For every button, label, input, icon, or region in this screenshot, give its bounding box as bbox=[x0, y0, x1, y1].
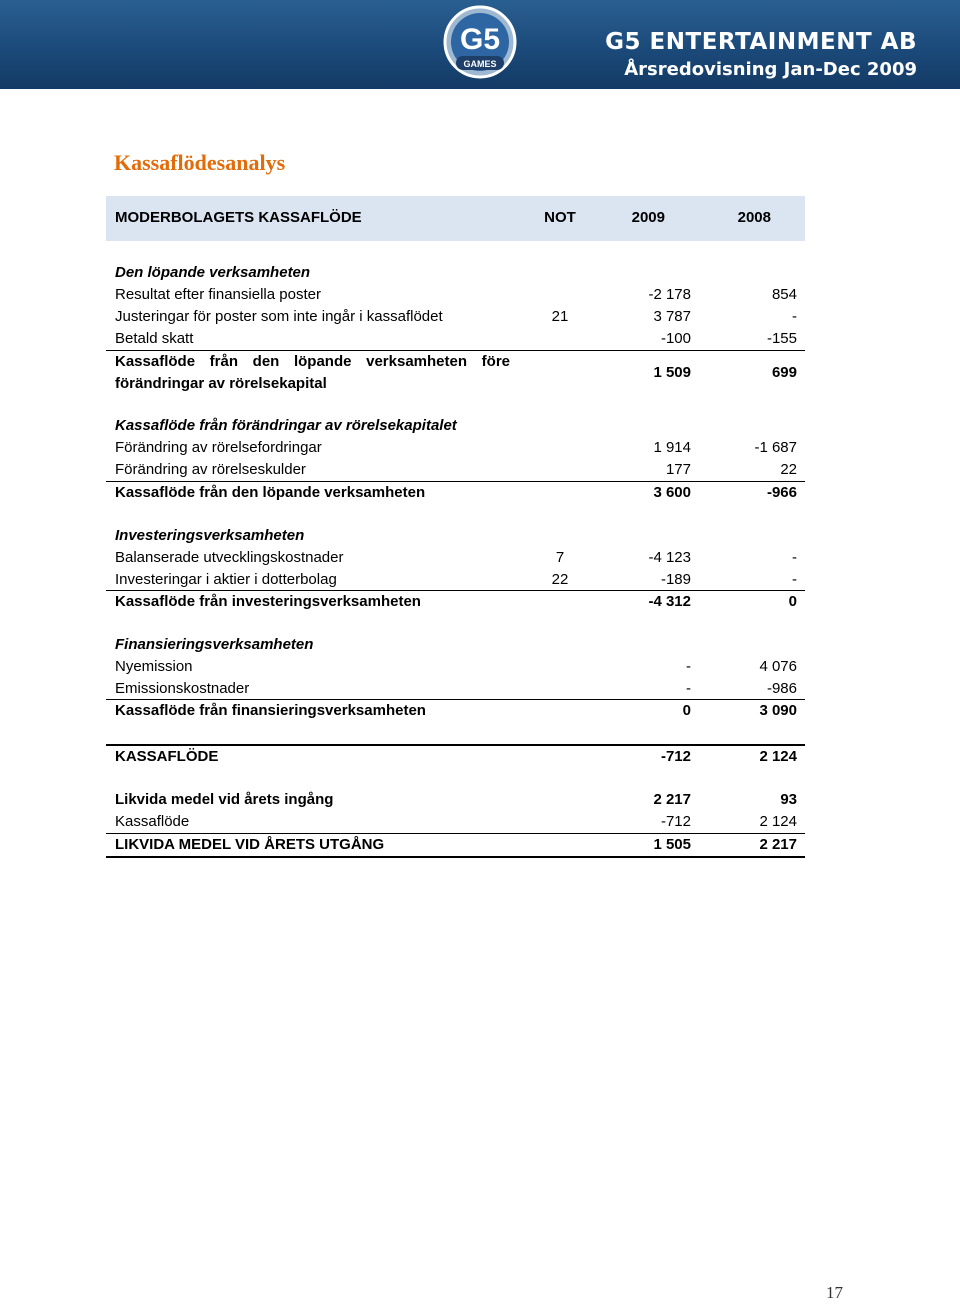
logo-subtext: GAMES bbox=[463, 59, 497, 69]
row-value-2008: -986 bbox=[766, 680, 797, 697]
logo-text: G5 bbox=[459, 23, 501, 56]
row-label: Emissionskostnader bbox=[115, 680, 250, 697]
row-value-2008: 4 076 bbox=[759, 658, 797, 675]
row-value-2008: 854 bbox=[771, 286, 797, 303]
row-label: Investeringar i aktier i dotterbolag bbox=[115, 571, 337, 588]
row-value-2009: 3 600 bbox=[653, 484, 691, 501]
row-value-2009: - bbox=[686, 680, 691, 697]
table-header bbox=[106, 196, 805, 241]
table-row bbox=[106, 811, 805, 833]
row-label: Nyemission bbox=[115, 658, 193, 675]
subtotal-row bbox=[106, 351, 805, 395]
row-label: Investeringsverksamheten bbox=[115, 527, 305, 544]
table-row bbox=[106, 569, 805, 591]
table-row bbox=[106, 437, 805, 459]
page-title: Kassaflödesanalys bbox=[114, 150, 286, 175]
row-label: Kassaflöde från förändringar av rörelsekapitalet bbox=[115, 417, 457, 434]
row-label: LIKVIDA MEDEL VID ÅRETS UTGÅNG bbox=[115, 836, 385, 853]
row-value-2009: -712 bbox=[660, 813, 691, 830]
company-name: G5 ENTERTAINMENT AB bbox=[605, 29, 917, 55]
row-divider bbox=[106, 856, 805, 858]
row-label: Betald skatt bbox=[115, 330, 194, 347]
row-label: Kassaflöde från investeringsverksamheten bbox=[115, 593, 421, 610]
section-heading bbox=[106, 634, 805, 656]
row-value-2008: - bbox=[792, 571, 797, 588]
row-value-2009: 1 509 bbox=[653, 364, 691, 381]
row-value-2009: -712 bbox=[660, 748, 691, 765]
row-label: Den löpande verksamheten bbox=[115, 264, 311, 281]
row-value-2008: 2 124 bbox=[759, 748, 797, 765]
row-label: Förändring av rörelseskulder bbox=[115, 461, 306, 478]
row-value-2009: -4 123 bbox=[648, 549, 691, 566]
total-row bbox=[106, 746, 805, 768]
table-row bbox=[106, 656, 805, 678]
row-value-2008: -1 687 bbox=[754, 439, 797, 456]
row-value-2008: 93 bbox=[780, 791, 797, 808]
header-year-2008: 2008 bbox=[737, 209, 771, 226]
subtotal-row bbox=[106, 591, 805, 613]
section-heading bbox=[106, 262, 805, 284]
row-value-2009: 1 914 bbox=[653, 439, 691, 456]
row-note: 7 bbox=[555, 549, 565, 566]
table-row bbox=[106, 306, 805, 328]
row-value-2008: -966 bbox=[766, 484, 797, 501]
row-label: Kassaflöde från finansieringsverksamheten bbox=[115, 702, 426, 719]
row-label: Likvida medel vid årets ingång bbox=[115, 791, 334, 808]
row-value-2009: -2 178 bbox=[648, 286, 691, 303]
row-value-2009: 1 505 bbox=[653, 836, 691, 853]
row-label: Kassaflöde från den löpande verksamheten före förändringar av rörelsekapital bbox=[115, 353, 510, 392]
page-number: 17 bbox=[826, 1283, 843, 1302]
row-label: Finansieringsverksamheten bbox=[115, 636, 314, 653]
row-value-2008: 2 217 bbox=[759, 836, 797, 853]
row-value-2009: -189 bbox=[660, 571, 691, 588]
total-row bbox=[106, 834, 805, 856]
row-value-2008: 3 090 bbox=[759, 702, 797, 719]
row-value-2009: 177 bbox=[665, 461, 691, 478]
row-value-2009: 2 217 bbox=[653, 791, 691, 808]
row-value-2008: 22 bbox=[780, 461, 797, 478]
row-note: 21 bbox=[551, 308, 569, 325]
row-label: Kassaflöde från den löpande verksamheten bbox=[115, 484, 426, 501]
header-banner bbox=[0, 0, 960, 89]
row-value-2008: 0 bbox=[788, 593, 797, 610]
row-label: KASSAFLÖDE bbox=[115, 748, 219, 765]
table-row bbox=[106, 678, 805, 700]
table-row bbox=[106, 284, 805, 306]
table-row bbox=[106, 328, 805, 350]
section-heading bbox=[106, 525, 805, 547]
row-value-2009: -4 312 bbox=[648, 593, 691, 610]
table-row bbox=[106, 459, 805, 481]
row-label: Resultat efter finansiella poster bbox=[115, 286, 321, 303]
row-value-2008: 699 bbox=[771, 364, 797, 381]
table-row bbox=[106, 547, 805, 569]
section-heading bbox=[106, 415, 805, 437]
subtotal-row bbox=[106, 700, 805, 722]
row-value-2009: 3 787 bbox=[653, 308, 691, 325]
report-title: Årsredovisning Jan-Dec 2009 bbox=[624, 59, 917, 80]
row-label: Kassaflöde bbox=[115, 813, 190, 830]
row-label: Justeringar för poster som inte ingår i kassaflödet bbox=[115, 308, 443, 325]
row-note: 22 bbox=[551, 571, 569, 588]
row-value-2009: - bbox=[686, 658, 691, 675]
row-value-2008: -155 bbox=[766, 330, 797, 347]
header-note: NOT bbox=[544, 209, 576, 226]
row-value-2009: -100 bbox=[660, 330, 691, 347]
header-label: MODERBOLAGETS KASSAFLÖDE bbox=[115, 209, 362, 226]
row-value-2008: - bbox=[792, 308, 797, 325]
subtotal-row bbox=[106, 482, 805, 504]
g5-games-logo bbox=[442, 4, 518, 82]
row-value-2009: 0 bbox=[682, 702, 691, 719]
row-label: Förändring av rörelsefordringar bbox=[115, 439, 322, 456]
table-row bbox=[106, 789, 805, 811]
header-year-2009: 2009 bbox=[631, 209, 665, 226]
row-value-2008: 2 124 bbox=[759, 813, 797, 830]
row-value-2008: - bbox=[792, 549, 797, 566]
row-label: Balanserade utvecklingskostnader bbox=[115, 549, 344, 566]
